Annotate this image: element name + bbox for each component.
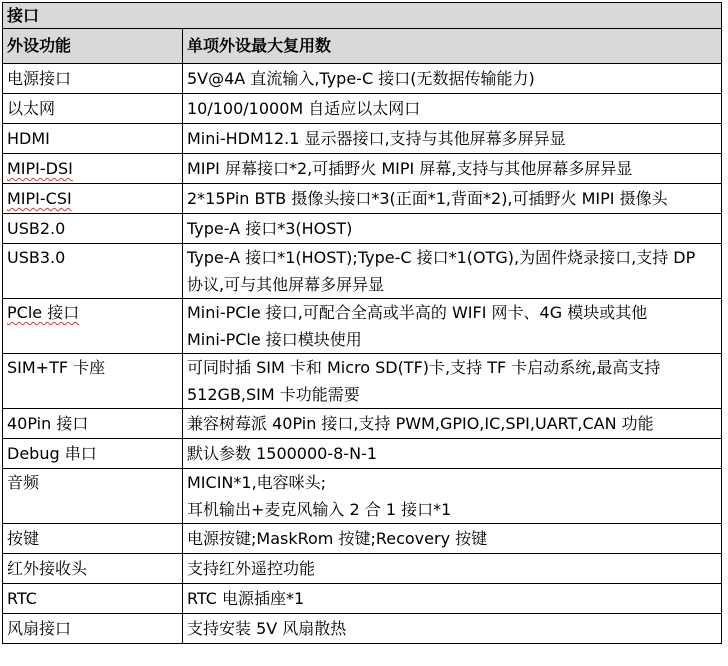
row-desc	[183, 214, 722, 244]
table-row	[3, 409, 722, 439]
desc-line: 5V@4A 直流输入,Type-C 接口(无数据传输能力)	[187, 69, 535, 88]
desc-line: 耳机输出+麦克风输入 2 合 1 接口*1	[187, 500, 452, 519]
row-name-text: MIPI-DSI	[7, 159, 73, 178]
row-desc	[183, 469, 722, 524]
row-name: 风扇接口	[3, 614, 183, 644]
row-desc	[183, 184, 722, 214]
table-row	[3, 64, 722, 94]
table-row	[3, 214, 722, 244]
row-desc	[183, 244, 722, 299]
table-title-row	[3, 3, 722, 29]
row-desc	[183, 584, 722, 614]
row-name: 音频	[3, 469, 183, 524]
row-desc	[183, 439, 722, 469]
desc-line: MIPI 屏幕接口*2,可插野火 MIPI 屏幕,支持与其他屏幕多屏异显	[187, 159, 633, 178]
row-name: Debug 串口	[3, 439, 183, 469]
table-row	[3, 524, 722, 554]
desc-line: 2*15Pin BTB 摄像头接口*3(正面*1,背面*2),可插野火 MIPI 摄像头	[187, 189, 668, 208]
row-name	[3, 299, 183, 354]
table-row	[3, 469, 722, 524]
desc-line: 兼容树莓派 40Pin 接口,支持 PWM,GPIO,IC,SPI,UART,CAN 功能	[187, 414, 654, 433]
row-desc	[183, 354, 722, 409]
desc-line: Mini-PCle 接口,可配合全高或半高的 WIFI 网卡、4G 模块或其他	[187, 303, 648, 322]
row-name	[3, 184, 183, 214]
table-row	[3, 614, 722, 644]
row-name: HDMI	[3, 124, 183, 154]
header-max-multiplex: 单项外设最大复用数	[183, 29, 722, 64]
row-name: 按键	[3, 524, 183, 554]
table-row	[3, 299, 722, 354]
desc-line: Mini-PCle 接口模块使用	[187, 330, 362, 349]
desc-line: 协议,可与其他屏幕多屏异显	[187, 275, 385, 294]
desc-line: Type-A 接口*1(HOST);Type-C 接口*1(OTG),为固件烧录接口,支持 DP	[187, 248, 696, 267]
row-desc	[183, 124, 722, 154]
row-desc	[183, 554, 722, 584]
desc-line: Type-A 接口*3(HOST)	[187, 219, 353, 238]
row-name: USB2.0	[3, 214, 183, 244]
desc-line: 默认参数 1500000-8-N-1	[187, 444, 377, 463]
desc-line: RTC 电源插座*1	[187, 589, 305, 608]
row-desc	[183, 64, 722, 94]
row-name-text: PCle 接口	[7, 303, 80, 322]
row-desc	[183, 154, 722, 184]
row-name: 以太网	[3, 94, 183, 124]
table-row	[3, 154, 722, 184]
header-peripheral-function: 外设功能	[3, 29, 183, 64]
desc-line: 支持安装 5V 风扇散热	[187, 619, 347, 638]
table-title: 接口	[3, 3, 722, 29]
row-name: 电源接口	[3, 64, 183, 94]
desc-line: 电源按键;MaskRom 按键;Recovery 按键	[187, 529, 488, 548]
table-row	[3, 584, 722, 614]
table-row	[3, 94, 722, 124]
table-row	[3, 439, 722, 469]
table-row	[3, 554, 722, 584]
row-name: 40Pin 接口	[3, 409, 183, 439]
interface-spec-table	[2, 2, 722, 644]
row-name: 红外接收头	[3, 554, 183, 584]
table-header-row	[3, 29, 722, 64]
table-row	[3, 244, 722, 299]
row-desc	[183, 94, 722, 124]
desc-line: 可同时插 SIM 卡和 Micro SD(TF)卡,支持 TF 卡启动系统,最高支持	[187, 358, 661, 377]
desc-line: Mini-HDM12.1 显示器接口,支持与其他屏幕多屏异显	[187, 129, 566, 148]
row-name-text: MIPI-CSI	[7, 189, 72, 208]
desc-line: 512GB,SIM 卡功能需要	[187, 385, 360, 404]
row-name: RTC	[3, 584, 183, 614]
row-desc	[183, 524, 722, 554]
row-desc	[183, 614, 722, 644]
table-row	[3, 354, 722, 409]
table-row	[3, 124, 722, 154]
desc-line: 10/100/1000M 自适应以太网口	[187, 99, 421, 118]
row-name: USB3.0	[3, 244, 183, 299]
row-name: SIM+TF 卡座	[3, 354, 183, 409]
desc-line: 支持红外遥控功能	[187, 559, 316, 578]
row-desc	[183, 299, 722, 354]
row-name	[3, 154, 183, 184]
table-row	[3, 184, 722, 214]
row-desc	[183, 409, 722, 439]
desc-line: MICIN*1,电容咪头;	[187, 473, 327, 492]
